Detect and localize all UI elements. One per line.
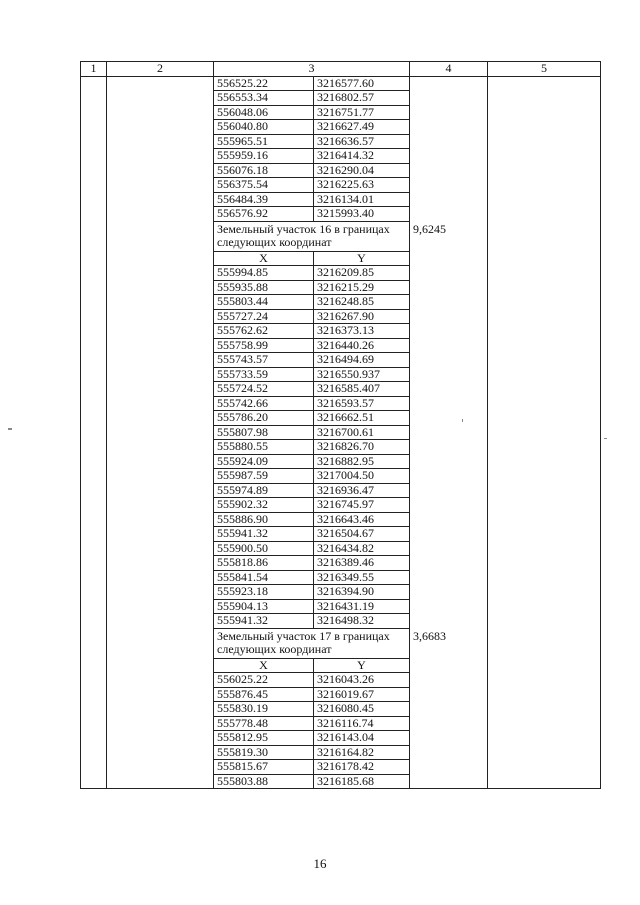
coord-y: 3216185.68 [317,773,374,788]
coordinates-cell [214,76,410,789]
coord-x: 555924.09 [214,454,314,469]
coord-y: 3216215.29 [314,280,410,295]
coordinates-inner-table [214,77,409,789]
coordinate-row [214,440,409,455]
coordinate-row [214,498,409,513]
coord-x: 555841.54 [214,570,314,585]
coord-y: 3216394.90 [314,585,410,600]
coordinate-row [214,382,409,397]
coord-y: 3216389.46 [314,556,410,571]
scan-speck [462,419,463,422]
coordinate-row [214,702,409,717]
coord-x: 556040.80 [214,120,314,135]
coordinate-row [214,570,409,585]
header-col-3: 3 [214,62,410,77]
coord-x: 555743.57 [214,353,314,368]
coordinate-row [214,541,409,556]
coord-x: 555818.86 [214,556,314,571]
coordinate-row [214,134,409,149]
coord-y: 3216080.45 [314,702,410,717]
coordinate-row [214,396,409,411]
coord-y: 3216164.82 [314,745,410,760]
coordinate-row [214,280,409,295]
coord-x: 555742.66 [214,396,314,411]
coordinate-row [214,469,409,484]
coordinate-row [214,178,409,193]
coord-x: 556076.18 [214,163,314,178]
coord-y: 3216043.26 [314,673,410,688]
coord-x: 556375.54 [214,178,314,193]
coordinate-row [214,425,409,440]
coordinate-row [214,614,409,629]
plot-column-header [214,251,409,266]
coordinate-row [214,556,409,571]
scan-speck [604,438,607,439]
coord-y: 3216373.13 [314,324,410,339]
coordinate-row [214,745,409,760]
scan-speck [8,428,12,430]
coordinate-row [214,120,409,135]
column-y-label: Y [314,251,410,266]
coordinate-row [214,599,409,614]
coord-x: 555935.88 [214,280,314,295]
coord-x: 555803.88 [214,774,314,788]
coordinate-row [214,309,409,324]
coord-y: 3216636.57 [314,134,410,149]
header-row [81,62,601,77]
coordinate-row [214,731,409,746]
coord-x: 555941.32 [214,614,314,629]
coord-y: 3216414.32 [314,149,410,164]
coordinate-row [214,353,409,368]
plot-area-value: 3,6683 [413,628,446,643]
header-col-5: 5 [488,62,601,77]
coord-x: 555812.95 [214,731,314,746]
header-col-1: 1 [81,62,107,77]
coord-x: 555807.98 [214,425,314,440]
coord-y: 3216700.61 [314,425,410,440]
coord-y: 3216431.19 [314,599,410,614]
coord-y: 3216349.55 [314,570,410,585]
coord-x: 555803.44 [214,295,314,310]
coord-y: 3216134.01 [314,192,410,207]
coord-x: 555974.89 [214,483,314,498]
coord-y: 3216248.85 [314,295,410,310]
coordinate-row [214,687,409,702]
coord-y: 3216593.57 [314,396,410,411]
coord-y: 3216826.70 [314,440,410,455]
coord-x: 556025.22 [214,673,314,688]
coord-y: 3216745.97 [314,498,410,513]
coord-x: 555959.16 [214,149,314,164]
header-col-4: 4 [410,62,488,77]
coord-y: 3216434.82 [314,541,410,556]
coord-y: 3215993.40 [314,207,410,222]
coord-y: 3216116.74 [314,716,410,731]
coordinate-row [214,338,409,353]
coord-y: 3217004.50 [314,469,410,484]
coord-x: 555727.24 [214,309,314,324]
coordinate-row [214,512,409,527]
coordinate-row [214,207,409,222]
plot-column-header [214,658,409,673]
column-x-label: X [214,658,314,673]
coord-x: 555886.90 [214,512,314,527]
coord-y: 3216550.937 [314,367,410,382]
coordinate-row [214,192,409,207]
coordinate-row [214,149,409,164]
coord-y: 3216627.49 [314,120,410,135]
coord-x: 555987.59 [214,469,314,484]
coord-x: 555900.50 [214,541,314,556]
coordinate-row [214,324,409,339]
coordinate-row [214,411,409,426]
coord-x: 556553.34 [214,91,314,106]
row-number-cell [81,76,107,789]
coord-y: 3216585.407 [314,382,410,397]
coord-x: 555965.51 [214,134,314,149]
coordinate-row [214,585,409,600]
coord-y: 3216936.47 [314,483,410,498]
coordinates-table [80,61,601,789]
coord-x: 555778.48 [214,716,314,731]
coord-y: 3216751.77 [314,105,410,120]
coord-x: 555724.52 [214,382,314,397]
coord-x: 555733.59 [214,367,314,382]
coordinate-row [214,266,409,281]
coordinate-row [214,454,409,469]
coord-x: 555876.45 [214,687,314,702]
coord-y: 3216225.63 [314,178,410,193]
coord-y: 3216143.04 [314,731,410,746]
coord-x: 555880.55 [214,440,314,455]
notes-cell [488,76,601,789]
coord-y: 3216882.95 [314,454,410,469]
coordinate-row [214,774,409,788]
coord-x: 555786.20 [214,411,314,426]
coord-x: 555815.67 [214,760,314,775]
coordinate-row [214,91,409,106]
coordinate-row [214,527,409,542]
column-x-label: X [214,251,314,266]
page-number: 16 [313,856,327,871]
coordinate-row [214,77,409,91]
coordinate-row [214,483,409,498]
name-cell [107,76,214,789]
coordinate-row [214,367,409,382]
coord-y: 3216290.04 [314,163,410,178]
coord-y: 3216643.46 [314,512,410,527]
coord-x: 555819.30 [214,745,314,760]
coord-y: 3216498.32 [314,614,410,629]
plot-caption-row [214,628,409,658]
coord-y: 3216440.26 [314,338,410,353]
coord-x: 556048.06 [214,105,314,120]
coord-x: 556484.39 [214,192,314,207]
coordinate-row [214,295,409,310]
area-cell [410,76,488,789]
coord-x: 556576.92 [214,207,314,222]
coordinate-row [214,163,409,178]
coord-y: 3216504.67 [314,527,410,542]
coord-x: 556525.22 [214,77,314,91]
coord-x: 555923.18 [214,585,314,600]
coord-y: 3216802.57 [314,91,410,106]
coordinate-row [214,673,409,688]
coord-y: 3216662.51 [314,411,410,426]
plot-caption: Земельный участок 16 в границах следующих координат [214,221,409,251]
coordinate-row [214,716,409,731]
coord-y: 3216209.85 [314,266,410,281]
coord-x: 555758.99 [214,338,314,353]
plot-caption: Земельный участок 17 в границах следующих координат [214,628,409,658]
column-y-label: Y [314,658,410,673]
coord-y: 3216178.42 [314,760,410,775]
coord-x: 555904.13 [214,599,314,614]
coord-x: 555941.32 [214,527,314,542]
coord-y: 3216577.60 [314,77,410,91]
plot-area-value: 9,6245 [413,221,446,236]
coord-y: 3216019.67 [314,687,410,702]
coordinate-row [214,760,409,775]
coord-y: 3216267.90 [314,309,410,324]
coord-y: 3216494.69 [314,353,410,368]
coord-x: 555762.62 [214,324,314,339]
body-row [81,76,601,789]
coord-x: 555902.32 [214,498,314,513]
coord-x: 555830.19 [214,702,314,717]
header-col-2: 2 [107,62,214,77]
plot-caption-row [214,221,409,251]
coord-x: 555994.85 [214,266,314,281]
coordinate-row [214,105,409,120]
